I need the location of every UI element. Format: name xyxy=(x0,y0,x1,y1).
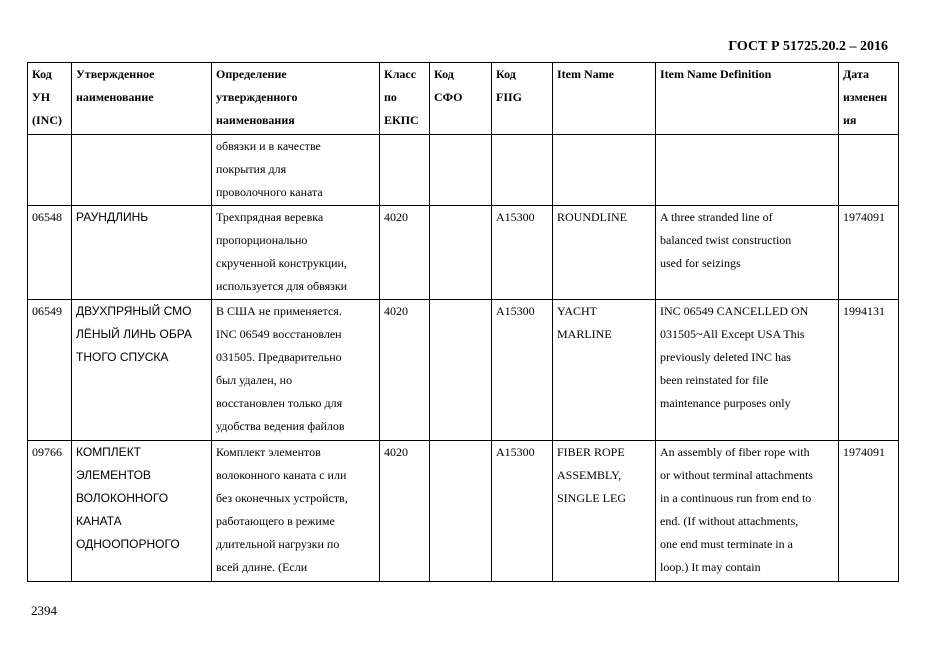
cell-sfo xyxy=(430,206,492,300)
column-header-item-name: Item Name xyxy=(553,63,656,135)
cell-name xyxy=(72,135,212,206)
cell-item-name: YACHT MARLINE xyxy=(553,300,656,441)
cell-definition: В США не применяется. INC 06549 восстановлен 031505. Предварительно был удален, но восстановлен только для удобства ведения файлов xyxy=(212,300,380,441)
cell-date xyxy=(839,135,899,206)
table-row xyxy=(28,441,899,582)
catalog-table xyxy=(27,62,899,582)
cell-date: 1994131 xyxy=(839,300,899,441)
cell-item-name xyxy=(553,135,656,206)
cell-date: 1974091 xyxy=(839,441,899,582)
table-row xyxy=(28,300,899,441)
table-row xyxy=(28,135,899,206)
cell-definition: обвязки и в качестве покрытия для проволочного каната xyxy=(212,135,380,206)
cell-item-name: ROUNDLINE xyxy=(553,206,656,300)
table-header-row xyxy=(28,63,899,135)
cell-inc: 09766 xyxy=(28,441,72,582)
cell-item-definition: INC 06549 CANCELLED ON 031505~All Except USA This previously deleted INC has been reinstated for file maintenance purposes only xyxy=(656,300,839,441)
cell-item-definition: A three stranded line of balanced twist construction used for seizings xyxy=(656,206,839,300)
cell-fiig xyxy=(492,135,553,206)
cell-fiig: A15300 xyxy=(492,206,553,300)
cell-name: РАУНДЛИНЬ xyxy=(72,206,212,300)
cell-sfo xyxy=(430,135,492,206)
cell-name: КОМПЛЕКТ ЭЛЕМЕНТОВ ВОЛОКОННОГО КАНАТА ОДНООПОРНОГО xyxy=(72,441,212,582)
table-row xyxy=(28,206,899,300)
cell-class: 4020 xyxy=(380,206,430,300)
cell-item-name: FIBER ROPE ASSEMBLY, SINGLE LEG xyxy=(553,441,656,582)
cell-class: 4020 xyxy=(380,300,430,441)
page-number: 2394 xyxy=(31,603,57,618)
cell-sfo xyxy=(430,441,492,582)
column-header-sfo: Код СФО xyxy=(430,63,492,135)
cell-item-definition: An assembly of fiber rope with or without terminal attachments in a continuous run from end to end. (If without attachments, one end must terminate in a loop.) It may contain xyxy=(656,441,839,582)
document-header: ГОСТ Р 51725.20.2 – 2016 xyxy=(728,39,888,54)
cell-fiig: A15300 xyxy=(492,441,553,582)
cell-definition: Комплект элементов волоконного каната с или без оконечных устройств, работающего в режиме длительной нагрузки по всей длине. (Если xyxy=(212,441,380,582)
column-header-class: Класс по ЕКПС xyxy=(380,63,430,135)
cell-inc: 06548 xyxy=(28,206,72,300)
column-header-inc: Код УН (INC) xyxy=(28,63,72,135)
column-header-item-definition: Item Name Definition xyxy=(656,63,839,135)
cell-inc: 06549 xyxy=(28,300,72,441)
column-header-name: Утвержденное наименование xyxy=(72,63,212,135)
cell-item-definition xyxy=(656,135,839,206)
column-header-fiig: Код FIIG xyxy=(492,63,553,135)
column-header-date: Дата изменен ия xyxy=(839,63,899,135)
cell-fiig: A15300 xyxy=(492,300,553,441)
cell-definition: Трехпрядная веревка пропорционально скрученной конструкции, используется для обвязки xyxy=(212,206,380,300)
cell-sfo xyxy=(430,300,492,441)
cell-class: 4020 xyxy=(380,441,430,582)
cell-class xyxy=(380,135,430,206)
cell-name: ДВУХПРЯНЫЙ СМО ЛЁНЫЙ ЛИНЬ ОБРА ТНОГО СПУСКА xyxy=(72,300,212,441)
cell-inc xyxy=(28,135,72,206)
cell-date: 1974091 xyxy=(839,206,899,300)
column-header-definition: Определение утвержденного наименования xyxy=(212,63,380,135)
